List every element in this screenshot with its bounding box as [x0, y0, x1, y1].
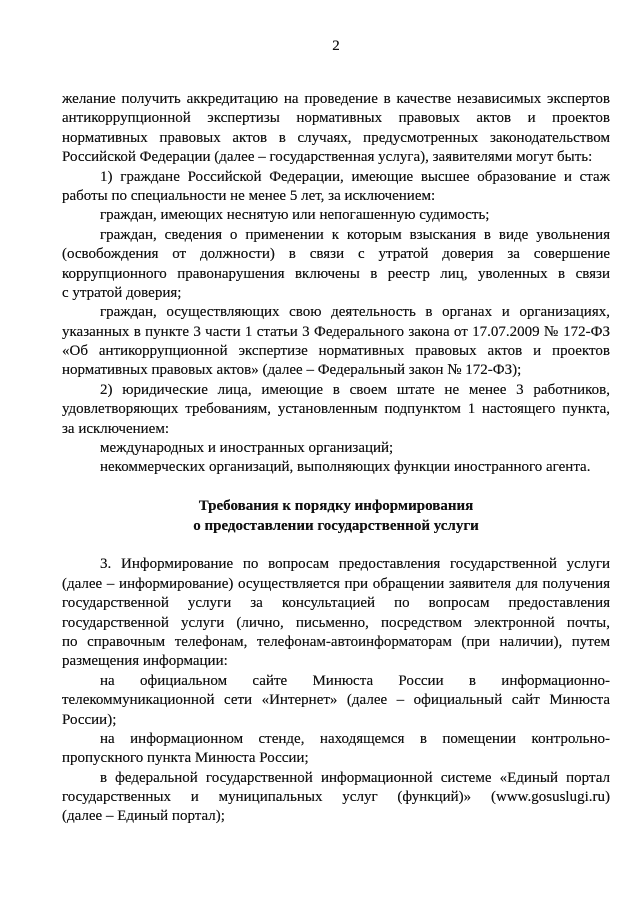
- applicant-item-2: [62, 381, 610, 439]
- text-line: (далее – Единый портал);: [62, 808, 225, 825]
- text-line: международных и иностранных организаций;: [100, 440, 394, 457]
- text-line: пропускного пункта Минюста России;: [62, 750, 309, 767]
- channel-official-website: [62, 672, 610, 730]
- exclusion-criminal-record: [62, 206, 610, 225]
- text-line: размещения информации:: [62, 653, 228, 670]
- channel-info-stand: [62, 730, 610, 769]
- informing-item-3: [62, 555, 610, 671]
- text-line: 3. Информирование по вопросам предоставления государственной услуги: [100, 556, 610, 573]
- text-line: антикоррупционной экспертизы нормативных правовых актов и проектов: [62, 110, 610, 127]
- text-line: желание получить аккредитацию на проведение в качестве независимых экспертов: [62, 91, 610, 107]
- text-line: коррупционного правонарушения включены в реестр лиц, уволенных в связи: [62, 265, 610, 282]
- text-line: удовлетворяющих требованиям, установленным подпунктом 1 настоящего пункта,: [62, 401, 610, 418]
- exclusion-loss-of-trust: [62, 226, 610, 304]
- text-line: нормативных правовых актов» (далее – Федеральный закон № 172-ФЗ);: [62, 362, 522, 379]
- text-line: государственной услуги (лично, письменно, посредством электронной почты,: [62, 614, 610, 631]
- text-line: 2) юридические лица, имеющие в своем штате не менее 3 работников,: [100, 381, 610, 398]
- text-line: Российской Федерации (далее – государственная услуга), заявителями могут быть:: [62, 149, 593, 166]
- applicants-lead-paragraph: [62, 90, 610, 168]
- text-line: некоммерческих организаций, выполняющих функции иностранного агента.: [100, 459, 591, 476]
- text-line: (освобождения от должности) в связи с утратой доверия за совершение: [62, 246, 610, 263]
- document-body: [62, 90, 610, 827]
- section-heading-line: Требования к порядку информирования: [198, 498, 474, 515]
- text-line: телекоммуникационной сети «Интернет» (далее – официальный сайт Минюста: [62, 692, 610, 709]
- text-line: государственной услуги за консультацией по вопросам предоставления: [62, 595, 610, 612]
- text-line: граждан, имеющих неснятую или непогашенную судимость;: [100, 207, 490, 224]
- page-number: 2: [332, 38, 340, 54]
- text-line: нормативных правовых актов в случаях, предусмотренных законодательством: [62, 129, 610, 146]
- exclusion-international-orgs: [62, 439, 610, 458]
- section-heading: [62, 497, 610, 536]
- text-line: государственных и муниципальных услуг (функций)» (www.gosuslugi.ru): [62, 789, 610, 806]
- text-line: (далее – информирование) осуществляется при обращении заявителя для получения: [62, 575, 610, 592]
- text-line: указанных в пункте 3 части 1 статьи 3 Федерального закона от 17.07.2009 № 172-ФЗ: [62, 323, 610, 340]
- text-line: 1) граждане Российской Федерации, имеющие высшее образование и стаж: [100, 168, 610, 185]
- text-line: работы по специальности не менее 5 лет, за исключением:: [62, 187, 436, 204]
- exclusion-foreign-agents: [62, 458, 610, 477]
- text-line: с утратой доверия;: [62, 284, 182, 301]
- section-heading-line: о предоставлении государственной услуги: [193, 517, 479, 534]
- text-line: России);: [62, 711, 117, 728]
- text-line: граждан, осуществляющих свою деятельность в органах и организациях,: [100, 304, 610, 321]
- channel-unified-portal: [62, 769, 610, 827]
- text-line: граждан, сведения о применении к которым взыскания в виде увольнения: [100, 226, 610, 243]
- text-line: в федеральной государственной информационной системе «Единый портал: [100, 769, 610, 786]
- text-line: на официальном сайте Минюста России в информационно-: [100, 672, 610, 689]
- text-line: по справочным телефонам, телефонам-автоинформаторам (при наличии), путем: [62, 633, 610, 650]
- text-line: за исключением:: [62, 420, 169, 437]
- exclusion-state-bodies: [62, 303, 610, 381]
- text-line: «Об антикоррупционной экспертизе нормативных правовых актов и проектов: [62, 343, 610, 360]
- text-line: на информационном стенде, находящемся в помещении контрольно-: [100, 730, 610, 747]
- applicant-item-1: [62, 168, 610, 207]
